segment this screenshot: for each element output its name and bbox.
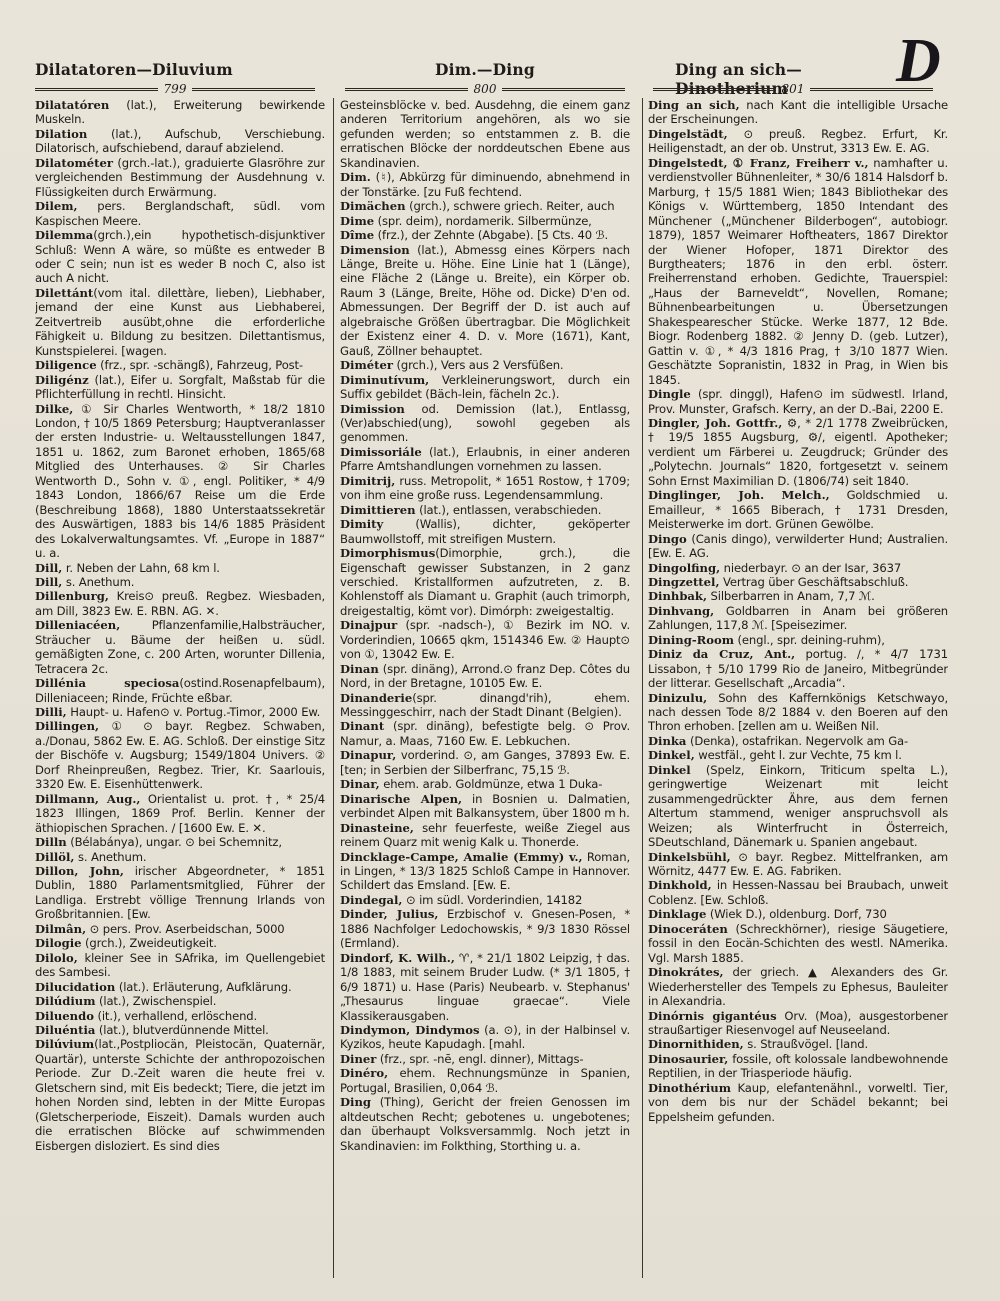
entry-headword: Dilettánt — [35, 285, 94, 300]
dictionary-entry — [340, 402, 630, 445]
entry-definition: (♮), Abkürzg für diminuendo, abnehmend in der Tonstärke. [zu Fuß fechtend. — [340, 170, 630, 199]
entry-definition: Orientalist u. prot. †, * 25/4 1823 Illingen, 1869 Prof. Berlin. Kenner der äthiopischen Sprachen. / [1600 Ew. E. ✕. — [35, 791, 325, 835]
entry-headword: Dinka — [648, 733, 687, 748]
entry-headword: Diner — [340, 1051, 377, 1066]
entry-headword: Dinizulu, — [648, 690, 708, 705]
entry-headword: Dilogie — [35, 936, 82, 951]
entry-headword: Dinajpur — [340, 618, 398, 633]
column-divider — [642, 98, 643, 1278]
entry-headword: Dilem, — [35, 199, 78, 214]
dictionary-entry — [648, 1037, 948, 1051]
entry-definition: (lat.,Postpliocän, Pleistocän, Quaternär, Quartär), unterste Schichte der anthropozoischen Periode. Zur D.-Zeit waren die heute frei v. Gletschern sind, mit Eis bedeckt; Tiere, die jetzt im hohen Norden sind, lebten in der Mitte Europas (Gletscherperiode, Eiszeit). Damals wurden auch die erratischen Blöcke auf schwimmenden Eisbergen disloziert. Es sind dies — [35, 1037, 325, 1153]
dictionary-entry — [35, 373, 325, 402]
entry-definition: (lat.), Aufschub, Verschiebung. Dilatorisch, aufschiebend, darauf abzielend. — [35, 126, 325, 156]
entry-headword: Dinkel, — [648, 748, 695, 763]
page-number: 799 — [163, 82, 187, 96]
entry-headword: Dinar, — [340, 777, 380, 792]
dictionary-entry — [35, 127, 325, 156]
entry-headword: Dimissoriále — [340, 444, 422, 459]
entry-headword: Dinoceráten — [648, 921, 728, 936]
entry-headword: Dindegal, — [340, 892, 403, 907]
entry-headword: Dillénia speciosa — [35, 676, 180, 691]
entry-definition: (Canis dingo), verwilderter Hund; Australien. [Ew. E. AG. — [648, 531, 948, 561]
entry-definition: (spr. dinangd'rih), ehem. Messinggeschirr, nach der Stadt Dinant (Belgien). — [340, 690, 630, 720]
dictionary-entry — [340, 214, 630, 228]
dictionary-entry — [340, 748, 630, 777]
entry-definition: od. Demission (lat.), Entlassg, (Ver)abschied(ung), sowohl gegeben als genommen. — [340, 401, 630, 445]
entry-definition: (Dimorphie, grch.), die Eigenschaft gewisser Substanzen, in 2 ganz verschied. Kristallformen aufzutreten, z. B. Kohlenstoff als Diamant u. Graphit (auch trimorph, dreigestaltig, kömt vor). Dimórph: zweigestaltig. — [340, 546, 630, 618]
entry-headword: Dinglinger, Joh. Melch., — [648, 488, 830, 503]
entry-definition: der griech. ▲ Alexanders des Gr. Wiederhersteller des Tempels zu Ephesus, Bauleiter in Alexandria. — [648, 965, 948, 1009]
dictionary-entry — [340, 373, 630, 402]
dictionary-entry — [648, 878, 948, 907]
entry-headword: Dimorphismus — [340, 546, 436, 561]
entry-definition: (ostind.Rosenapfelbaum), Dilleniaceen; Rinde, Früchte eßbar. — [35, 676, 325, 705]
entry-headword: Dinéro, — [340, 1066, 389, 1081]
dictionary-entry — [648, 691, 948, 734]
dictionary-entry — [340, 850, 630, 893]
entry-definition: (Denka), ostafrikan. Negervolk am Ga- — [686, 733, 909, 748]
entry-definition: vorderind. ⊙, am Ganges, 37893 Ew. E. [ten; in Serbien der Silberfranc, 75,15 ℬ. — [340, 748, 630, 777]
entry-definition: (spr. dinäng), befestigte belg. ⊙ Prov. Namur, a. Maas, 7160 Ew. E. Lebkuchen. — [340, 719, 630, 748]
entry-headword: Dillöl, — [35, 849, 75, 864]
entry-headword: Dilln — [35, 835, 67, 850]
entry-definition: Vertrag über Geschäftsabschluß. — [719, 574, 909, 589]
entry-definition: Goldschmied u. Emailleur, * 1665 Biberach, † 1731 Dresden, Meisterwerke im dort. Grünen Gewölbe. — [648, 488, 948, 532]
dictionary-entry — [648, 763, 948, 850]
dictionary-entry — [35, 1009, 325, 1023]
entry-definition: ① Sir Charles Wentworth, * 18/2 1810 London, † 10/5 1869 Petersburg; Hauptveranlasser der ersten Industrie- u. Weltausstellungen 1847, 1851 u. 1862, zum Baronet erhoben, 1865/68 Mitglied des Unterhauses. ② Sir Charles Wentworth D., Sohn v. ①, engl. Politiker, * 4/9 1843 London, 1866/67 Reise um die Erde (Beschreibung 1868), 1880 Unterstaatssekretär des Auswärtigen, 1883 bis 14/6 1885 Präsident des Lokalverwaltungsamtes. Vf. „Europe in 1887“ u. a. — [35, 401, 325, 561]
entry-definition: Kreis⊙ preuß. Regbez. Wiesbaden, am Dill, 3823 Ew. E. RBN. AG. ✕. — [35, 589, 325, 618]
dictionary-entry — [340, 662, 630, 691]
entry-headword: Dimity — [340, 517, 384, 532]
entry-headword: Dilúvium — [35, 1037, 95, 1052]
entry-headword: Dilmân, — [35, 921, 87, 936]
dictionary-entry — [35, 575, 325, 589]
entry-definition: (grch.), Zweideutigkeit. — [81, 936, 217, 951]
dictionary-entry — [35, 980, 325, 994]
entry-headword: Dill, — [35, 574, 63, 589]
entry-definition: (Wiek D.), oldenburg. Dorf, 730 — [706, 907, 887, 922]
entry-headword: Dinapur, — [340, 748, 397, 763]
entry-headword: Diligénz — [35, 372, 89, 387]
dictionary-entry — [648, 647, 948, 690]
entry-headword: Dingle — [648, 387, 691, 402]
entry-definition: ♈, * 21/1 1802 Leipzig, † das. 1/8 1883, mit seinem Bruder Ludw. (* 3/1 1805, † 6/9 1871) u. Hase (Paris) Neubearb. v. Stephanus' „Thesaurus linguae graecae“. Viele Klassikerausgaben. — [340, 950, 630, 1023]
dictionary-entry — [35, 936, 325, 950]
entry-headword: Dimission — [340, 401, 405, 416]
entry-definition: fossile, oft kolossale landbewohnende Reptilien, in der Triasperiode häufig. — [648, 1051, 948, 1081]
dictionary-entry — [340, 546, 630, 618]
dictionary-entry — [35, 402, 325, 561]
double-rule — [502, 88, 625, 91]
entry-definition: sehr feuerfeste, weiße Ziegel aus reinem Quarz mit wenig Kalk u. Thonerde. — [340, 820, 630, 850]
entry-headword: Dinder, Julius, — [340, 907, 439, 922]
entry-headword: Dinklage — [648, 907, 707, 922]
entry-headword: Dinhvang, — [648, 603, 715, 618]
entry-headword: Diméter — [340, 358, 393, 373]
entry-definition: Silberbarren in Anam, 7,7 ℳ. — [707, 589, 875, 604]
entry-headword: Dinórnis gigantéus — [648, 1008, 777, 1023]
entry-headword: Dingzettel, — [648, 574, 720, 589]
dictionary-entry — [340, 243, 630, 359]
entry-headword: Dillingen, — [35, 719, 100, 734]
dictionary-entry — [648, 387, 948, 416]
page-number-right — [653, 82, 933, 96]
entry-definition: (lat.), Zwischenspiel. — [95, 994, 217, 1009]
entry-definition: Sohn des Kaffernkönigs Ketschwayo, nach dessen Tode 8/2 1884 v. den Boeren auf den Thron erhoben. [zellen am u. Weißen Nil. — [648, 690, 948, 734]
entry-definition: ⊙ im südl. Vorderindien, 14182 — [402, 892, 583, 907]
entry-definition: (Thing), Gericht der freien Genossen im altdeutschen Recht; gebotenes u. ungebotenes; dan überhaupt Volksversammlg. Noch jetzt in Skandinavien: im Folkthing, Storthing u. a. — [340, 1095, 630, 1153]
dictionary-entry — [648, 532, 948, 561]
entry-headword: Dimension — [340, 242, 410, 257]
entry-headword: Dilation — [35, 126, 88, 141]
entry-definition: (frz., spr. -nē, engl. dinner), Mittags- — [376, 1051, 584, 1066]
entry-headword: Dinkel — [648, 762, 691, 777]
dictionary-entry — [35, 676, 325, 705]
entry-headword: Dilatométer — [35, 155, 113, 170]
entry-definition: r. Neben der Lahn, 68 km l. — [62, 560, 220, 575]
dictionary-entry — [648, 1081, 948, 1124]
entry-definition: (engl., spr. deining-ruhm), — [734, 632, 885, 647]
entry-headword: Dilemma — [35, 228, 94, 243]
entry-definition: (vom ital. dilettàre, lieben), Liebhaber, jemand der eine Kunst aus Liebhaberei, Zeitvertreib ausübt,ohne die erforderliche Fähigkeit u. Bildung zu besitzen. Dilettantismus, Kunstspielerei. [wagen. — [35, 285, 325, 358]
entry-definition: (spr. dinäng), Arrond.⊙ franz Dep. Côtes du Nord, in der Bretagne, 10105 Ew. E. — [340, 661, 630, 691]
entry-headword: Dilucidation — [35, 979, 116, 994]
dictionary-entry — [648, 589, 948, 603]
entry-definition: Pflanzenfamilie,Halbsträucher, Sträucher u. Bäume der heißen u. südl. gemäßigten Zone, c. 200 Arten, worunter Dillenia, Tetracera 2c. — [35, 618, 325, 676]
entry-headword: Dim. — [340, 170, 371, 185]
page-number: 800 — [473, 82, 497, 96]
entry-headword: Dindymon, Dindymos — [340, 1023, 480, 1037]
dictionary-entry — [648, 748, 948, 762]
dictionary-entry — [35, 864, 325, 922]
entry-definition: kleiner See in SAfrika, im Quellengebiet des Sambesi. — [35, 950, 325, 980]
dictionary-entry — [340, 691, 630, 720]
entry-definition: s. Anethum. — [62, 574, 135, 589]
dictionary-entry — [648, 850, 948, 879]
entry-headword: Dilli, — [35, 705, 67, 720]
entry-definition: (spr. dinggl), Hafen⊙ im südwestl. Irland, Prov. Munster, Grafsch. Kerry, an der D.-Bai, 2200 E. — [648, 387, 948, 416]
entry-headword: Dingelstädt, — [648, 126, 728, 141]
entry-headword: Dime — [340, 213, 375, 228]
dictionary-entry — [35, 1037, 325, 1153]
entry-definition: pers. Berglandschaft, südl. vom Kaspischen Meere. — [35, 199, 325, 228]
entry-definition: (it.), verhallend, erlöschend. — [93, 1008, 258, 1023]
dictionary-entry — [35, 705, 325, 719]
dictionary-entry — [35, 618, 325, 676]
dictionary-entry — [35, 358, 325, 372]
dictionary-entry — [35, 922, 325, 936]
entry-definition: Verkleinerungswort, durch ein Suffix gebildet (Bäch-lein, fächeln 2c.). — [340, 372, 630, 402]
entry-definition: (Bélabánya), ungar. ⊙ bei Schemnitz, — [66, 835, 282, 850]
entry-headword: Dingelstedt, ① Franz, Freiherr v., — [648, 155, 869, 170]
column-left — [35, 98, 325, 1278]
entry-definition: (spr. deim), nordamerik. Silbermünze, — [374, 213, 592, 228]
dictionary-entry — [35, 1023, 325, 1037]
entry-headword: Dingler, Joh. Gottfr., — [648, 415, 783, 430]
entry-definition: irischer Abgeordneter, * 1851 Dublin, 1880 Parlamentsmitglied, Führer der Landliga. Erstrebt völlige Trennung Irlands von Großbritannien. [Ew. — [35, 864, 325, 922]
dictionary-entry — [340, 358, 630, 372]
entry-headword: Dingo — [648, 531, 687, 546]
entry-headword: Ding — [340, 1095, 371, 1110]
dictionary-entry — [648, 488, 948, 531]
dictionary-entry — [35, 719, 325, 791]
dictionary-entry — [35, 199, 325, 228]
dictionary-entry — [340, 1066, 630, 1095]
entry-definition: (Spelz, Einkorn, Triticum spelta L.), geringwertige Weizenart mit leicht zusammengedrückter Ähre, aus dem fernen Altertum stammend, weniger anspruchsvoll als Weizen; als Winterfrucht in Österreich, SDeutschland, Dänemark u. Spanien angebaut. — [648, 762, 948, 850]
dictionary-entry — [340, 1095, 630, 1153]
entry-headword: Dilatatóren — [35, 98, 110, 112]
dictionary-entry — [35, 951, 325, 980]
dictionary-entry — [35, 228, 325, 286]
entry-definition: ehem. Rechnungsmünze in Spanien, Portugal, Brasilien, 0,064 ℬ. — [340, 1066, 630, 1095]
column-divider — [333, 98, 334, 1278]
dictionary-entry — [648, 575, 948, 589]
dictionary-entry — [340, 719, 630, 748]
entry-definition: portug. /, * 4/7 1731 Lissabon, † 5/10 1799 Rio de Janeiro, Mitbegründer der litterar. Gesellschaft „Arcadia“. — [648, 647, 948, 691]
entry-headword: Dillenburg, — [35, 589, 109, 604]
entry-definition: nach Kant die intelligible Ursache der Erscheinungen. — [648, 98, 948, 127]
entry-headword: Dîme — [340, 228, 375, 243]
entry-headword: Dincklage-Campe, Amalie (Emmy) v., — [340, 849, 583, 864]
entry-headword: Dinanderie — [340, 690, 413, 705]
entry-definition: s. Straußvögel. [land. — [743, 1037, 869, 1052]
dictionary-entry — [35, 850, 325, 864]
page-number-row — [35, 82, 945, 96]
dictionary-entry — [648, 416, 948, 488]
entry-definition: Erzbischof v. Gnesen-Posen, * 1886 Nachfolger Ledochowskis, * 9/3 1830 Rössel (Ermland). — [340, 907, 630, 951]
entry-definition: (lat.), Abmessg eines Körpers nach Länge, Breite u. Höhe. Eine Linie hat 1 (Länge), eine Fläche 2 (Länge u. Breite), ein Körper ob. Raum 3 (Länge, Breite, Höhe od. Dicke) D'en od. Abmessungen. Der Begriff der D. ist auch auf algebraische Größen übertragbar. Die Möglichkeit der Existenz einer 4. D. v. More (1671), Kant, Gauß, Zöllner behauptet. — [340, 242, 630, 358]
dictionary-entry — [340, 98, 630, 170]
page-number-left — [35, 82, 315, 96]
column-middle — [340, 98, 630, 1278]
entry-definition: (lat.), Erlaubnis, in einer anderen Pfarre Amtshandlungen vornehmen zu lassen. — [340, 444, 630, 474]
entry-definition: ① ⊙ bayr. Regbez. Schwaben, a./Donau, 5862 Ew. E. AG. Schloß. Der einstige Sitz der Bischöfe v. Augsburg; 1549/1804 Univers. ② Dorf Rheinpreußen, Regbez. Trier, Kr. Saarlouis, 3320 Ew. E. Eisenhüttenwerk. — [35, 719, 325, 792]
dictionary-entry — [340, 170, 630, 199]
entry-headword: Dimittieren — [340, 502, 416, 517]
dictionary-entry — [648, 965, 948, 1008]
entry-definition: Gesteinsblöcke v. bed. Ausdehng, die einem ganz anderen Territorium angehören, als wo sie gefunden werden; so entstammen z. B. die erratischen Blöcke der norddeutschen Ebene aus Skandinavien. — [340, 98, 630, 170]
header-center-range: Dim.—Ding — [435, 60, 535, 79]
dictionary-entry — [35, 156, 325, 199]
dictionary-entry — [340, 821, 630, 850]
entry-definition: Haupt- u. Hafen⊙ v. Portug.-Timor, 2000 Ew. — [66, 705, 321, 720]
dictionary-entry — [340, 777, 630, 791]
entry-definition: Orv. (Moa), ausgestorbener straußartiger Riesenvogel auf Neuseeland. — [648, 1008, 948, 1037]
dictionary-entry — [648, 156, 948, 387]
double-rule — [192, 88, 315, 91]
double-rule — [810, 88, 933, 91]
entry-headword: Dinornithiden, — [648, 1037, 744, 1052]
entry-definition: (grch.-lat.), graduierte Glasröhre zur vergleichenden Bestimmung der Ausdehnung v. Flüssigkeiten durch Erwärmung. — [35, 155, 325, 199]
header-left-range: Dilatatoren—Diluvium — [35, 60, 233, 79]
entry-definition: ⚙, * 2/1 1778 Zweibrücken, † 19/5 1855 Augsburg, ⚙/, eigentl. Apotheker; verdient um Färberei u. Zeugdruck; Gründer des „Polytechn. Journals“ 1820, fortgesetzt v. seinem Sohn Ernst Maximilian D. (1806/74) seit 1840. — [648, 415, 948, 488]
entry-headword: Dinasteine, — [340, 820, 414, 835]
double-rule — [345, 88, 468, 91]
dictionary-entry — [340, 792, 630, 821]
entry-definition: (lat.), Erweiterung bewirkende Muskeln. — [35, 98, 325, 127]
entry-definition: (grch.), Vers aus 2 Versfüßen. — [392, 358, 564, 373]
entry-headword: Dilleniacéen, — [35, 618, 121, 633]
entry-headword: Dinhbak, — [648, 589, 708, 604]
entry-definition: ehem. arab. Goldmünze, etwa 1 Duka- — [379, 777, 603, 792]
entry-definition: (Wallis), dichter, geköperter Baumwollstoff, mit streifigen Mustern. — [340, 517, 630, 546]
dictionary-entry — [340, 1023, 630, 1052]
entry-headword: Dinosaurier, — [648, 1051, 729, 1066]
entry-headword: Dindorf, K. Wilh., — [340, 950, 455, 965]
entry-definition: (a. ⊙), in der Halbinsel v. Kyzikos, heute Kapudagh. [mahl. — [340, 1023, 630, 1052]
dictionary-entry — [35, 98, 325, 127]
dictionary-entry — [35, 589, 325, 618]
entry-headword: Diluéntia — [35, 1023, 96, 1037]
dictionary-entry — [340, 199, 630, 213]
entry-definition: (grch.),ein hypothetisch-disjunktiver Schluß: Wenn A wäre, so müßte es entweder B oder C sein; nun ist es weder B noch C, also ist auch A nicht. — [35, 228, 325, 286]
entry-definition: Roman, in Lingen, * 13/3 1825 Schloß Campe in Hannover. Schildert das Emsland. [Ew. E. — [340, 849, 630, 893]
entry-definition: (lat.), entlassen, verabschieden. — [415, 502, 602, 517]
dictionary-entry — [340, 228, 630, 242]
entry-headword: Dillon, John, — [35, 864, 124, 879]
page-number: 801 — [781, 82, 805, 96]
entry-definition: westfäl., geht l. zur Vechte, 75 km l. — [694, 748, 902, 763]
column-right — [648, 98, 948, 1278]
entry-definition: (lat.), Eifer u. Sorgfalt, Maßstab für die Pflichterfüllung in rechtl. Hinsicht. — [35, 372, 325, 402]
dictionary-entry — [35, 792, 325, 835]
dictionary-entry — [340, 618, 630, 661]
double-rule — [653, 88, 776, 91]
entry-definition: (frz., spr. -schängß), Fahrzeug, Post- — [96, 358, 303, 373]
entry-headword: Diligence — [35, 358, 97, 373]
entry-headword: Dinarische Alpen, — [340, 791, 463, 806]
entry-definition: namhafter u. verdienstvoller Bühnenleiter, * 30/6 1814 Halsdorf b. Marburg, † 15/5 1881 Wien; 1843 Bibliothekar des Königs v. Württemberg, 1850 Intendant des Münchener („Münchener Bilderbogen“, autobiogr. 1879), 1857 Weimarer Hoftheaters, 1867 Direktor der Wiener Hofoper, 1871 Direktor des Burgtheaters; 1876 in den erbl. österr. Freiherrenstand erhoben. Gedichte, Trauerspiel: „Haus der Barneveldt“, Novellen, Romane; Bühnenbearbeitungen u. Übersetzungen Shakespearescher Stücke. Werke 1877, 12 Bde. Biogr. Rodenberg 1882. ② Jenny D. (geb. Lutzer), Gattin v. ①, * 4/3 1816 Prag, † 3/10 1877 Wien. Geschätzte Sopranistin, 1832 in Prag, in Wien bis 1845. — [648, 155, 948, 387]
dictionary-entry — [648, 922, 948, 965]
entry-definition: russ. Metropolit, * 1651 Rostow, † 1709; von ihm eine große russ. Legendensammlung. — [340, 473, 630, 503]
dictionary-entry — [340, 951, 630, 1023]
entry-headword: Dinant — [340, 719, 385, 734]
dictionary-entry — [35, 994, 325, 1008]
entry-definition: ⊙ bayr. Regbez. Mittelfranken, am Wörnitz, 4477 Ew. E. AG. Fabriken. — [648, 849, 948, 879]
entry-headword: Diluendo — [35, 1008, 94, 1023]
dictionary-entry — [648, 98, 948, 127]
entry-headword: Dingolfing, — [648, 560, 721, 575]
entry-headword: Ding an sich, — [648, 98, 740, 112]
entry-headword: Diniz da Cruz, Ant., — [648, 647, 796, 662]
entry-headword: Dinkelsbühl, — [648, 849, 731, 864]
dictionary-entry — [340, 1052, 630, 1066]
dictionary-entry — [340, 503, 630, 517]
entry-headword: Dinokrátes, — [648, 965, 724, 980]
dictionary-entry — [340, 474, 630, 503]
entry-definition: in Hessen-Nassau bei Braubach, unweit Coblenz. [Ew. Schloß. — [648, 878, 948, 907]
entry-definition: ⊙ preuß. Regbez. Erfurt, Kr. Heiligenstadt, an der ob. Unstrut, 3313 Ew. E. AG. — [648, 126, 948, 156]
entry-headword: Diminutívum, — [340, 372, 430, 387]
entry-definition: Kaup, elefantenähnl., vorweltl. Tier, von dem bis nur der Schädel bekannt; bei Eppelsheim gefunden. — [648, 1080, 948, 1124]
dictionary-entry — [648, 1052, 948, 1081]
entry-definition: (frz.), der Zehnte (Abgabe). [5 Cts. 40 ℬ. — [374, 228, 608, 243]
entry-headword: Dimitrij, — [340, 473, 396, 488]
entry-headword: Dilke, — [35, 401, 74, 416]
dictionary-entry — [648, 561, 948, 575]
dictionary-entry — [648, 633, 948, 647]
entry-headword: Dill, — [35, 560, 63, 575]
double-rule — [35, 88, 158, 91]
entry-definition: s. Anethum. — [74, 849, 147, 864]
entry-definition: Goldbarren in Anam bei größeren Zahlungen, 117,8 ℳ. [Speisezimer. — [648, 603, 948, 633]
entry-definition: (grch.), schwere griech. Reiter, auch — [405, 199, 615, 214]
dictionary-entry — [648, 127, 948, 156]
entry-definition: (spr. -nadsch-), ① Bezirk im NO. v. Vorderindien, 10665 qkm, 1514346 Ew. ② Haupt⊙ von ①, 13042 Ew. E. — [340, 618, 630, 662]
dictionary-entry — [340, 907, 630, 950]
dictionary-entry — [35, 835, 325, 849]
entry-headword: Dining-Room — [648, 632, 735, 647]
dictionary-entry — [340, 445, 630, 474]
entry-headword: Dillmann, Aug., — [35, 791, 141, 806]
entry-headword: Dilúdium — [35, 994, 96, 1009]
dictionary-entry — [648, 907, 948, 921]
section-letter: D — [896, 27, 941, 95]
entry-definition: (Schreckhörner), riesige Säugetiere, fossil in den Eocän-Schichten des westl. NAmerika. Vgl. Marsh 1885. — [648, 921, 948, 965]
dictionary-entry — [35, 286, 325, 358]
dictionary-entry — [648, 604, 948, 633]
entry-definition: in Bosnien u. Dalmatien, verbindet Alpen mit Balkansystem, über 1800 m h. — [340, 791, 630, 821]
entry-definition: (lat.), blutverdünnende Mittel. — [95, 1023, 269, 1037]
page-number-middle — [345, 82, 625, 96]
entry-headword: Dinkhold, — [648, 878, 712, 893]
dictionary-entry — [648, 1009, 948, 1038]
header-right-range: Ding an sich—Dinotherium — [675, 60, 802, 98]
entry-definition: ⊙ pers. Prov. Aserbeidschan, 5000 — [86, 921, 285, 936]
dictionary-entry — [340, 893, 630, 907]
entry-headword: Dinothérium — [648, 1080, 731, 1095]
entry-headword: Dilolo, — [35, 950, 78, 965]
entry-headword: Dinan — [340, 661, 379, 676]
dictionary-entry — [35, 561, 325, 575]
entry-definition: (lat.). Erläuterung, Aufklärung. — [115, 979, 292, 994]
entry-definition: niederbayr. ⊙ an der Isar, 3637 — [720, 560, 902, 575]
entry-headword: Dimächen — [340, 199, 406, 214]
dictionary-entry — [648, 734, 948, 748]
dictionary-entry — [340, 517, 630, 546]
